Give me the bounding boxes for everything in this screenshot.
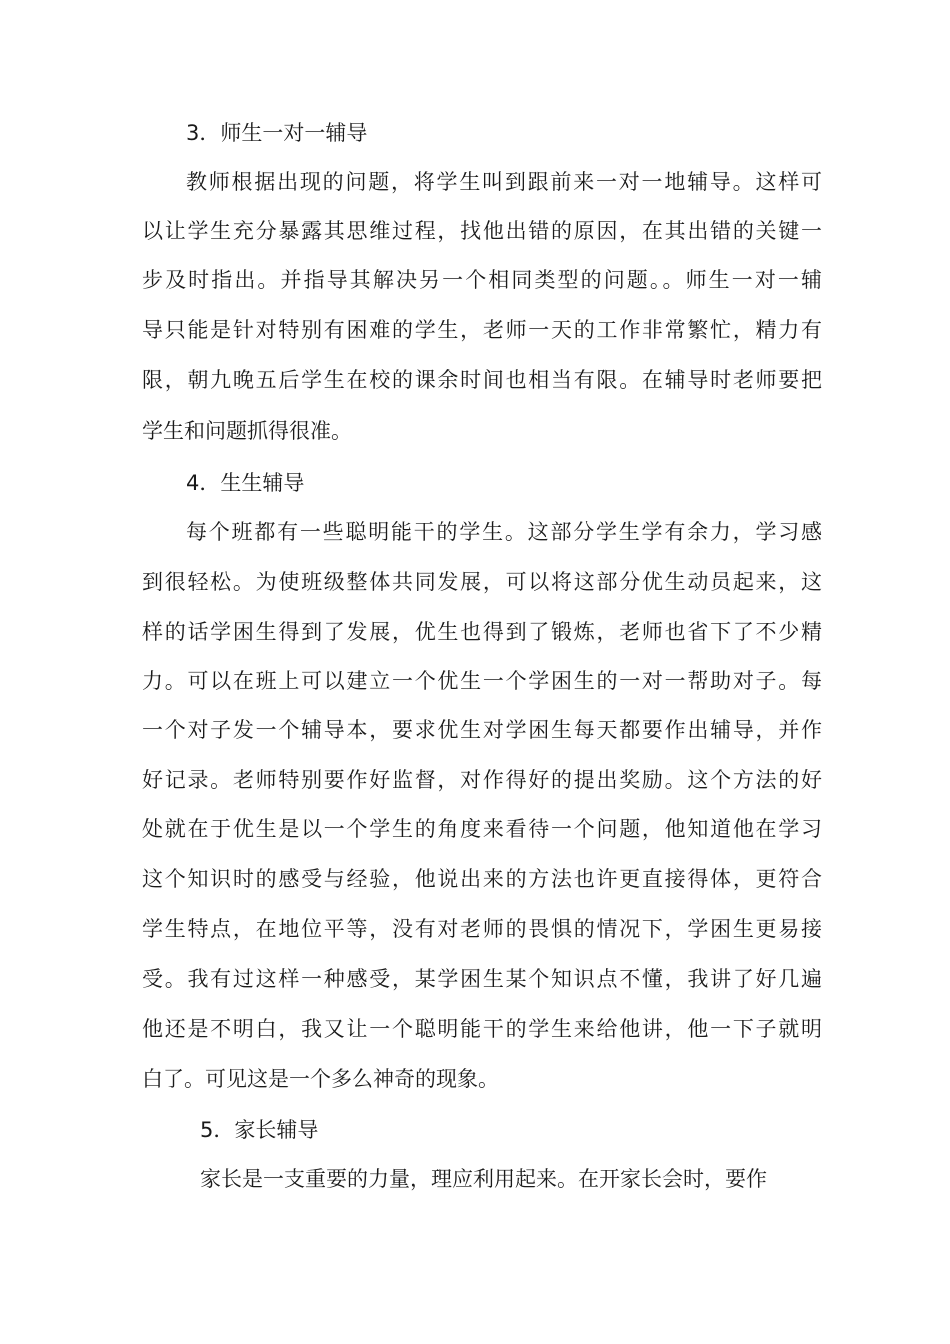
- section-4-line-3: 样的话学困生得到了发展，优生也得到了锻炼，老师也省下了不少精: [142, 620, 822, 644]
- section-4-line-1: 每个班都有一些聪明能干的学生。这部分学生学有余力，学习感: [186, 520, 822, 544]
- section-4-line-6: 好记录。老师特别要作好监督，对作得好的提出奖励。这个方法的好: [142, 768, 822, 792]
- section-4-line-11: 他还是不明白，我又让一个聪明能干的学生来给他讲，他一下子就明: [142, 1017, 822, 1041]
- section-5-heading: 5．家长辅导: [200, 1118, 319, 1142]
- section-4-line-9: 学生特点，在地位平等，没有对老师的畏惧的情况下，学困生更易接: [142, 917, 822, 941]
- section-4-line-7: 处就在于优生是以一个学生的角度来看待一个问题，他知道他在学习: [142, 817, 822, 841]
- section-4-line-10: 受。我有过这样一种感受，某学困生某个知识点不懂，我讲了好几遍: [142, 967, 822, 991]
- section-3-line-2: 以让学生充分暴露其思维过程，找他出错的原因，在其出错的关键一: [142, 219, 822, 243]
- section-3-line-3: 步及时指出。并指导其解决另一个相同类型的问题。。师生一对一辅: [142, 268, 822, 292]
- section-3-line-1: 教师根据出现的问题，将学生叫到跟前来一对一地辅导。这样可: [186, 170, 822, 194]
- section-3-line-5: 限，朝九晚五后学生在校的课余时间也相当有限。在辅导时老师要把: [142, 368, 822, 392]
- section-5-line-1: 家长是一支重要的力量，理应利用起来。在开家长会时，要作: [200, 1167, 767, 1191]
- section-4-line-5: 一个对子发一个辅导本，要求优生对学困生每天都要作出辅导，并作: [142, 718, 822, 742]
- section-4-line-12: 白了。可见这是一个多么神奇的现象。: [142, 1067, 499, 1091]
- section-3-line-6: 学生和问题抓得很准。: [142, 419, 352, 443]
- section-4-heading: 4．生生辅导: [186, 471, 305, 495]
- section-3-line-4: 导只能是针对特别有困难的学生，老师一天的工作非常繁忙，精力有: [142, 318, 822, 342]
- section-4-line-4: 力。可以在班上可以建立一个优生一个学困生的一对一帮助对子。每: [142, 669, 822, 693]
- section-3-heading: 3．师生一对一辅导: [186, 121, 368, 145]
- section-4-line-2: 到很轻松。为使班级整体共同发展，可以将这部分优生动员起来，这: [142, 570, 822, 594]
- section-4-line-8: 这个知识时的感受与经验，他说出来的方法也许更直接得体，更符合: [142, 867, 822, 891]
